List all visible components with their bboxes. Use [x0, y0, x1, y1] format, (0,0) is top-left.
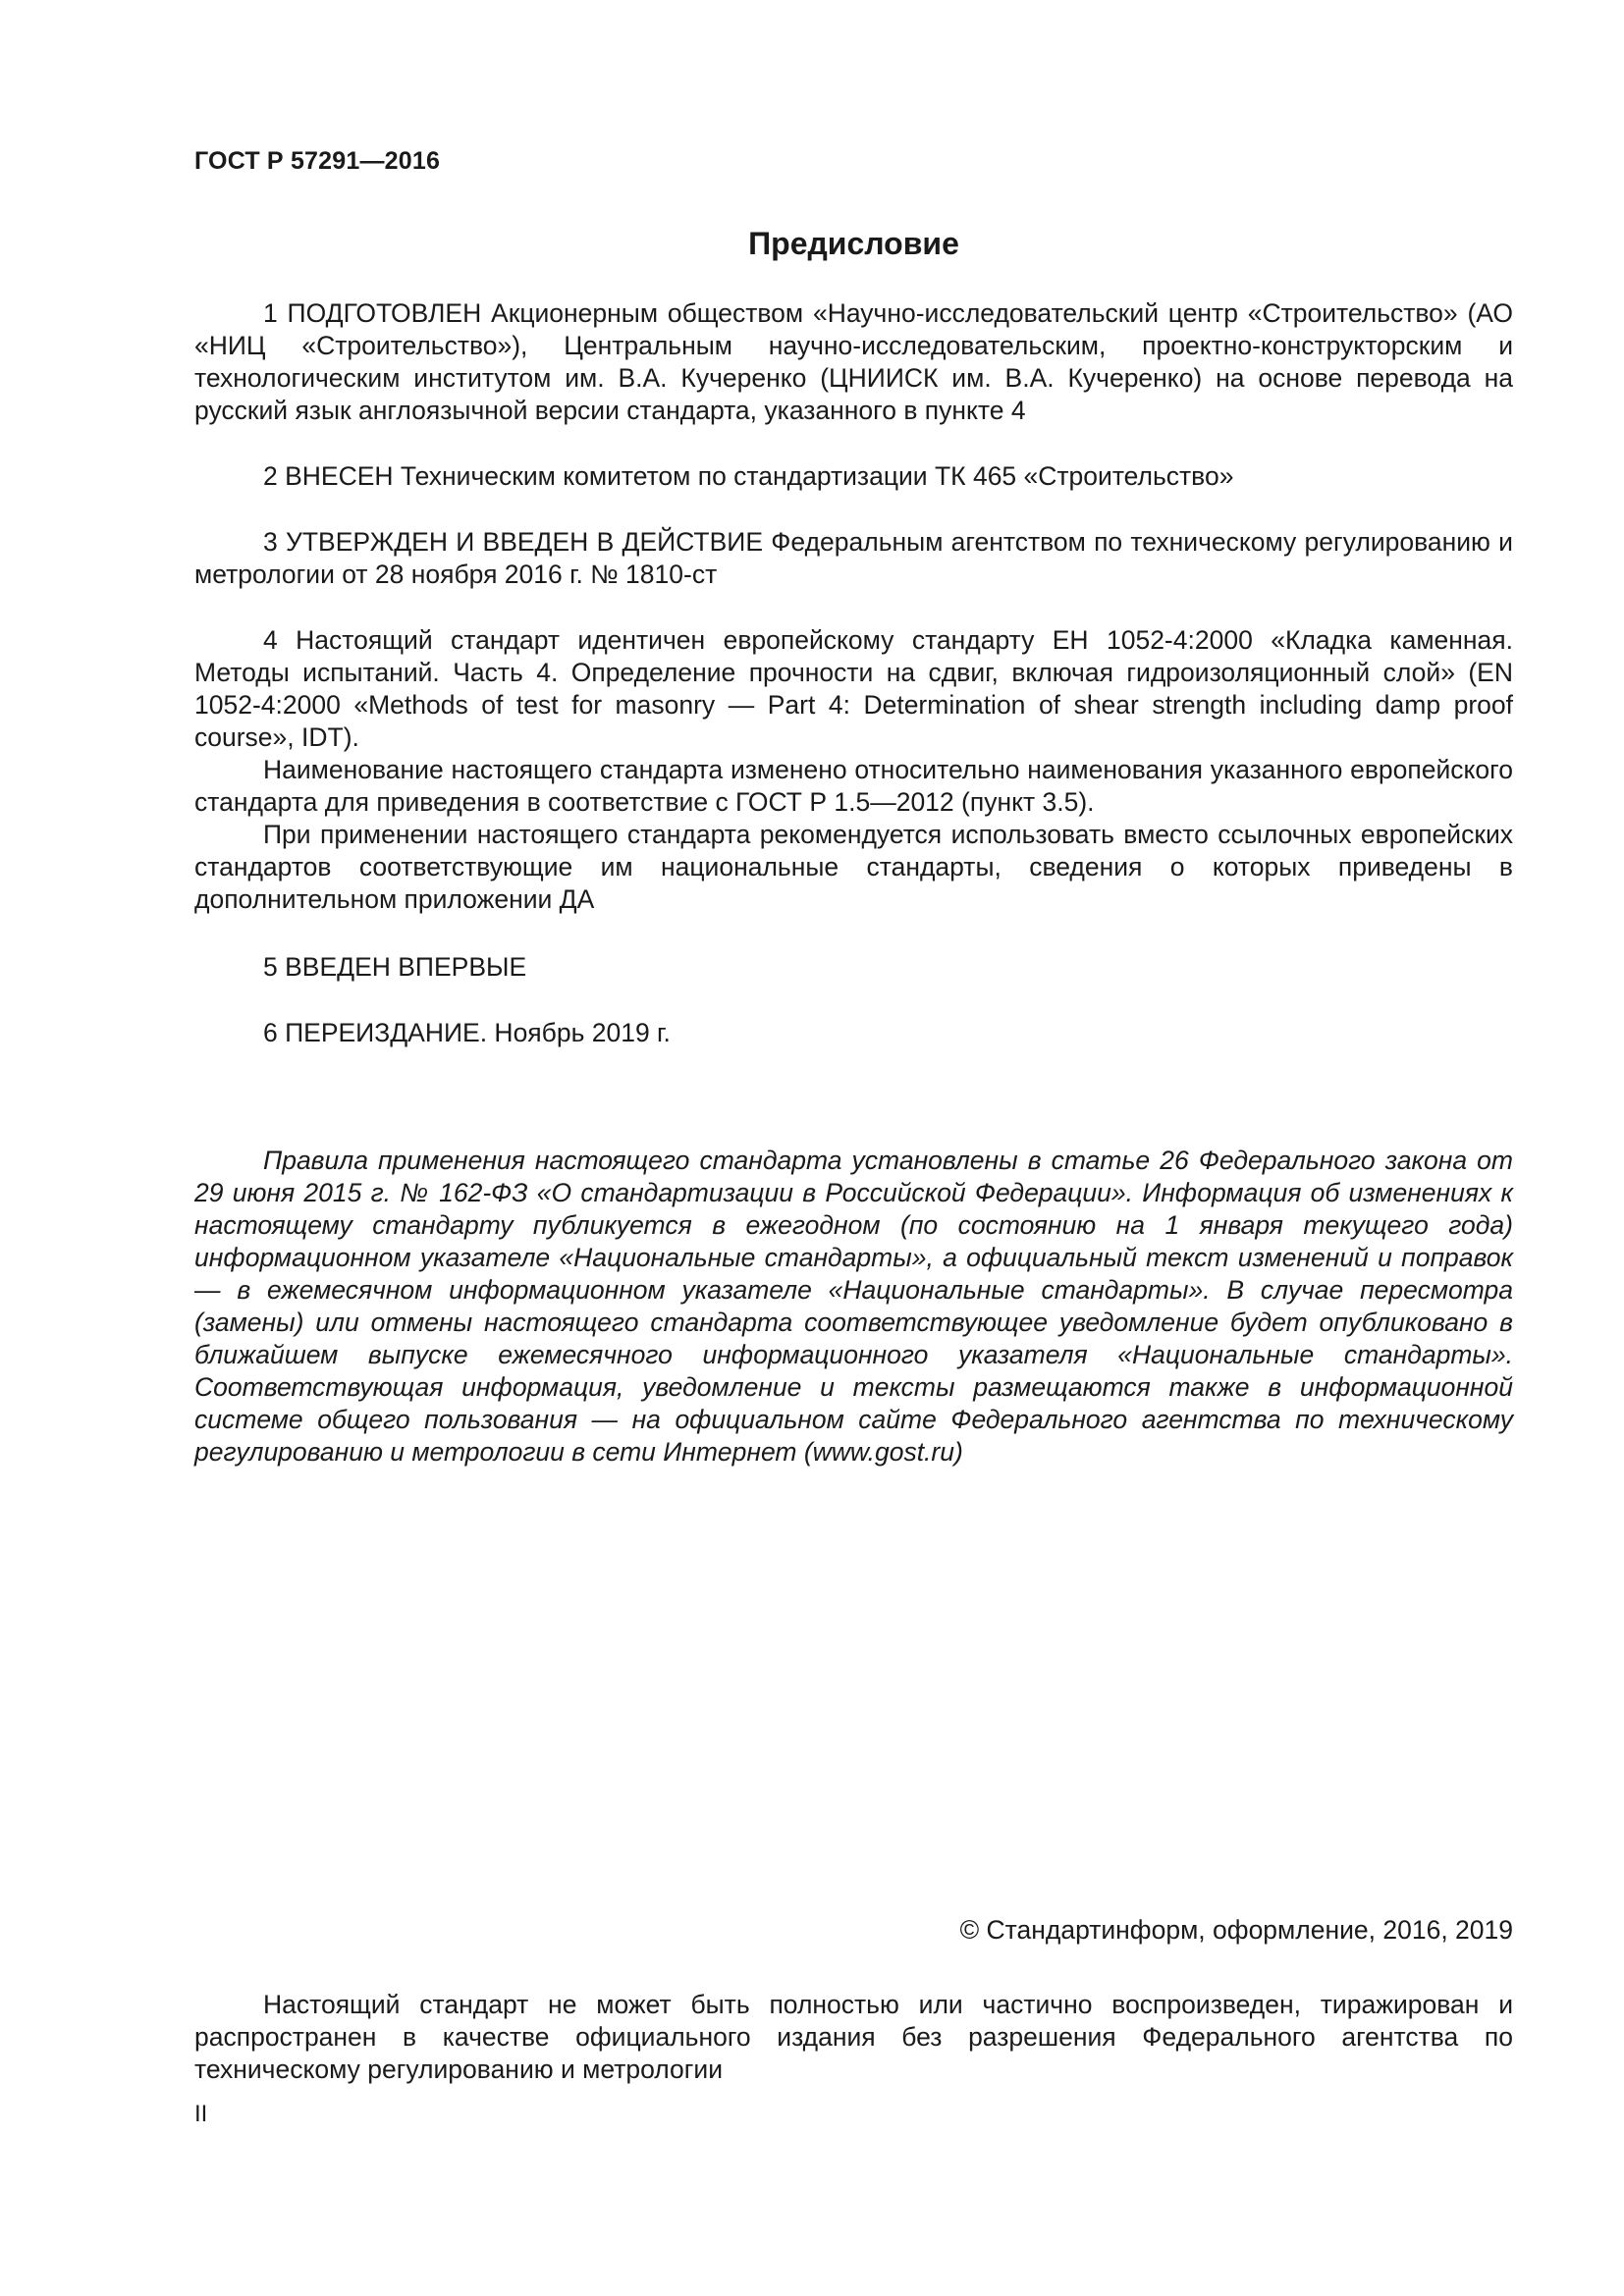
- section-4: [194, 624, 1513, 916]
- page-number: II: [194, 2101, 208, 2127]
- section-2: [194, 460, 1513, 493]
- reproduction-rights: Настоящий стандарт не может быть полностью или частично воспроизведен, тиражирован и распространен в качестве официального издания без разрешения Федерального агентства по техническому регулированию и метрологии: [194, 1990, 1513, 2084]
- section-5: [194, 951, 1513, 984]
- section-4-text: 4 Настоящий стандарт идентичен европейскому стандарту ЕН 1052-4:2000 «Кладка каменная. Методы испытаний. Часть 4. Определение прочности на сдвиг, включая гидроизоляционный слой» (EN 1052-4:2000 «Methods of test for masonry — Part 4: Determination of shear strength including damp proof course», IDT).: [194, 625, 1513, 752]
- section-5-text: 5 ВВЕДЕН ВПЕРВЫЕ: [263, 952, 527, 982]
- section-1-text: 1 ПОДГОТОВЛЕН Акционерным обществом «Научно-исследовательский центр «Строительство» (АО «НИЦ «Строительство»), Центральным научно-исследовательским, проектно-конструкторским и технологическим институтом им. В.А. Кучеренко (ЦНИИСК им. В.А. Кучеренко) на основе перевода на русский язык англоязычной версии стандарта, указанного в пункте 4: [194, 298, 1513, 425]
- section-3-text: 3 УТВЕРЖДЕН И ВВЕДЕН В ДЕЙСТВИЕ Федеральным агентством по техническому регулированию и метрологии от 28 ноября 2016 г. № 1810-ст: [194, 527, 1513, 589]
- section-4-paragraph-3: При применении настоящего стандарта рекомендуется использовать вместо ссылочных европейских стандартов соответствующие им национальные стандарты, сведения о которых приведены в дополнительном приложении ДА: [194, 820, 1513, 914]
- section-1: [194, 297, 1513, 427]
- legal-notice: Правила применения настоящего стандарта установлены в статье 26 Федерального закона от 29 июня 2015 г. № 162-ФЗ «О стандартизации в Российской Федерации». Информация об изменениях к настоящему стандарту публикуется в ежегодном (по состоянию на 1 января текущего года) информационном указателе «Национальные стандарты», а официальный текст изменений и поправок — в ежемесячном информационном указателе «Национальные стандарты». В случае пересмотра (замены) или отмены настоящего стандарта соответствующее уведомление будет опубликовано в ближайшем выпуске ежемесячного информационного указателя «Национальные стандарты». Соответствующая информация, уведомление и тексты размещаются также в информационной системе общего пользования — на официальном сайте Федерального агентства по техническому регулированию и метрологии в сети Интернет (www.gost.ru): [194, 1146, 1513, 1467]
- document-header: ГОСТ Р 57291—2016: [194, 147, 441, 175]
- section-3: [194, 526, 1513, 591]
- section-2-text: 2 ВНЕСЕН Техническим комитетом по стандартизации ТК 465 «Строительство»: [263, 461, 1234, 491]
- document-page: [194, 0, 1513, 2296]
- page-title: Предисловие: [748, 226, 959, 261]
- section-6-text: 6 ПЕРЕИЗДАНИЕ. Ноябрь 2019 г.: [263, 1018, 671, 1047]
- section-4-paragraph-2: Наименование настоящего стандарта изменено относительно наименования указанного европейского стандарта для приведения в соответствие с ГОСТ Р 1.5—2012 (пункт 3.5).: [194, 755, 1513, 817]
- section-6: [194, 1017, 1513, 1049]
- copyright-line: © Стандартинформ, оформление, 2016, 2019: [959, 1915, 1513, 1945]
